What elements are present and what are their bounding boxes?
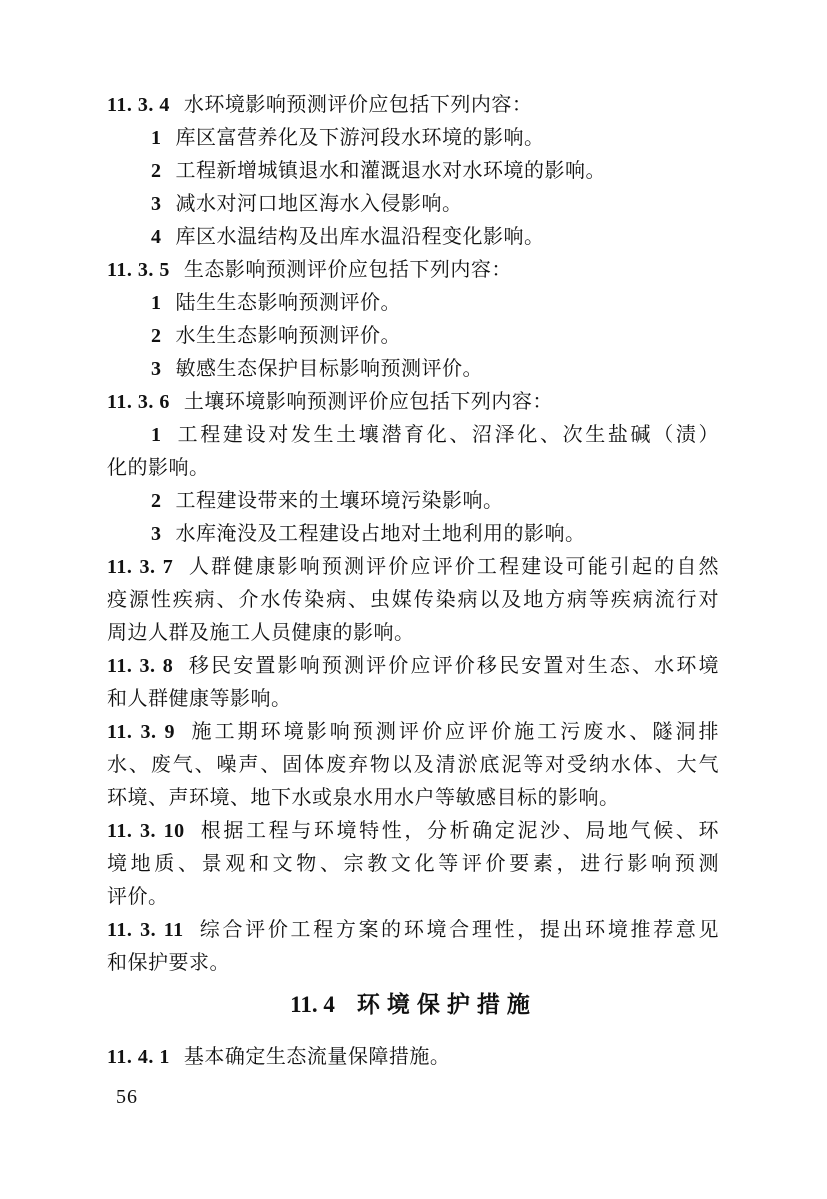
clause-continuation (107, 781, 719, 814)
list-item (151, 517, 719, 551)
item-text: 化的影响。 (107, 455, 210, 479)
clause-continuation (107, 880, 719, 913)
section-title: 环境保护措施 (356, 991, 537, 1018)
clause-text: 基本确定生态流量保障措施。 (183, 1044, 451, 1068)
clause-11-3-7 (107, 550, 719, 584)
clause-text: 和保护要求。 (107, 950, 230, 974)
list-item (151, 121, 719, 155)
list-item (151, 154, 719, 188)
clause-continuation (107, 616, 719, 649)
item-continuation (107, 451, 719, 484)
list-item (151, 352, 719, 386)
item-number: 2 (151, 325, 162, 347)
list-item (151, 187, 719, 221)
clause-text: 疫源性疾病、介水传染病、虫媒传染病以及地方病等疾病流行对 (107, 587, 719, 611)
clause-text: 水、废气、噪声、固体废弃物以及清淤底泥等对受纳水体、大气 (107, 752, 719, 776)
clause-text: 根据工程与环境特性，分析确定泥沙、局地气候、环 (198, 818, 720, 842)
clause-continuation (107, 748, 719, 781)
clause-number: 11. 3. 4 (107, 94, 170, 116)
clause-11-3-9 (107, 715, 719, 749)
clause-number: 11. 3. 6 (107, 391, 170, 413)
list-item (151, 484, 719, 518)
clause-continuation (107, 583, 719, 616)
clause-number: 11. 3. 9 (107, 721, 175, 743)
clause-text: 和人群健康等影响。 (107, 686, 292, 710)
clause-number: 11. 3. 11 (107, 919, 184, 941)
clause-text: 土壤环境影响预测评价应包括下列内容： (183, 389, 553, 413)
clause-text: 综合评价工程方案的环境合理性，提出环境推荐意见 (197, 917, 720, 941)
item-text: 库区富营养化及下游河段水环境的影响。 (175, 125, 545, 149)
item-number: 1 (151, 127, 162, 149)
clause-11-3-11 (107, 913, 719, 947)
section-number: 11. 4 (290, 992, 335, 1017)
item-number: 3 (151, 193, 162, 215)
item-text: 工程新增城镇退水和灌溉退水对水环境的影响。 (175, 158, 606, 182)
list-item (151, 418, 719, 452)
clause-text: 周边人群及施工人员健康的影响。 (107, 620, 415, 644)
item-text: 库区水温结构及出库水温沿程变化影响。 (175, 224, 545, 248)
item-text: 敏感生态保护目标影响预测评价。 (175, 356, 483, 380)
item-text: 工程建设对发生土壤潜育化、沼泽化、次生盐碱（渍） (175, 422, 719, 446)
item-number: 3 (151, 358, 162, 380)
item-number: 2 (151, 490, 162, 512)
clause-continuation (107, 946, 719, 979)
clause-number: 11. 3. 7 (107, 556, 174, 578)
list-item (151, 319, 719, 353)
clause-number: 11. 3. 5 (107, 259, 170, 281)
section-heading (0, 985, 827, 1025)
clause-text: 人群健康影响预测评价应评价工程建设可能引起的自然 (187, 554, 719, 578)
clause-text: 环境、声环境、地下水或泉水用水户等敏感目标的影响。 (107, 785, 620, 809)
clause-11-4-1 (107, 1040, 719, 1074)
clause-text: 水环境影响预测评价应包括下列内容： (183, 92, 533, 116)
item-number: 2 (151, 160, 162, 182)
item-number: 1 (151, 424, 162, 446)
clause-text: 移民安置影响预测评价应评价移民安置对生态、水环境 (187, 653, 719, 677)
item-text: 工程建设带来的土壤环境污染影响。 (175, 488, 504, 512)
item-number: 3 (151, 523, 162, 545)
item-number: 1 (151, 292, 162, 314)
list-item (151, 286, 719, 320)
clause-text: 评价。 (107, 884, 169, 908)
clause-11-3-6 (107, 385, 719, 419)
clause-number: 11. 3. 8 (107, 655, 174, 677)
clause-continuation (107, 682, 719, 715)
item-text: 减水对河口地区海水入侵影响。 (175, 191, 463, 215)
clause-text: 施工期环境影响预测评价应评价施工污废水、隧洞排 (188, 719, 719, 743)
clause-number: 11. 3. 10 (107, 820, 185, 842)
item-text: 水生生态影响预测评价。 (175, 323, 401, 347)
clause-11-3-10 (107, 814, 719, 848)
item-text: 陆生生态影响预测评价。 (175, 290, 401, 314)
clause-continuation (107, 847, 719, 880)
list-item (151, 220, 719, 254)
clause-11-3-4 (107, 88, 719, 122)
clause-number: 11. 4. 1 (107, 1046, 170, 1068)
item-number: 4 (151, 226, 162, 248)
clause-11-3-5 (107, 253, 719, 287)
item-text: 水库淹没及工程建设占地对土地利用的影响。 (175, 521, 586, 545)
page-number: 56 (116, 1086, 138, 1108)
clause-11-3-8 (107, 649, 719, 683)
clause-text: 境地质、景观和文物、宗教文化等评价要素，进行影响预测 (107, 851, 719, 875)
clause-text: 生态影响预测评价应包括下列内容： (183, 257, 512, 281)
